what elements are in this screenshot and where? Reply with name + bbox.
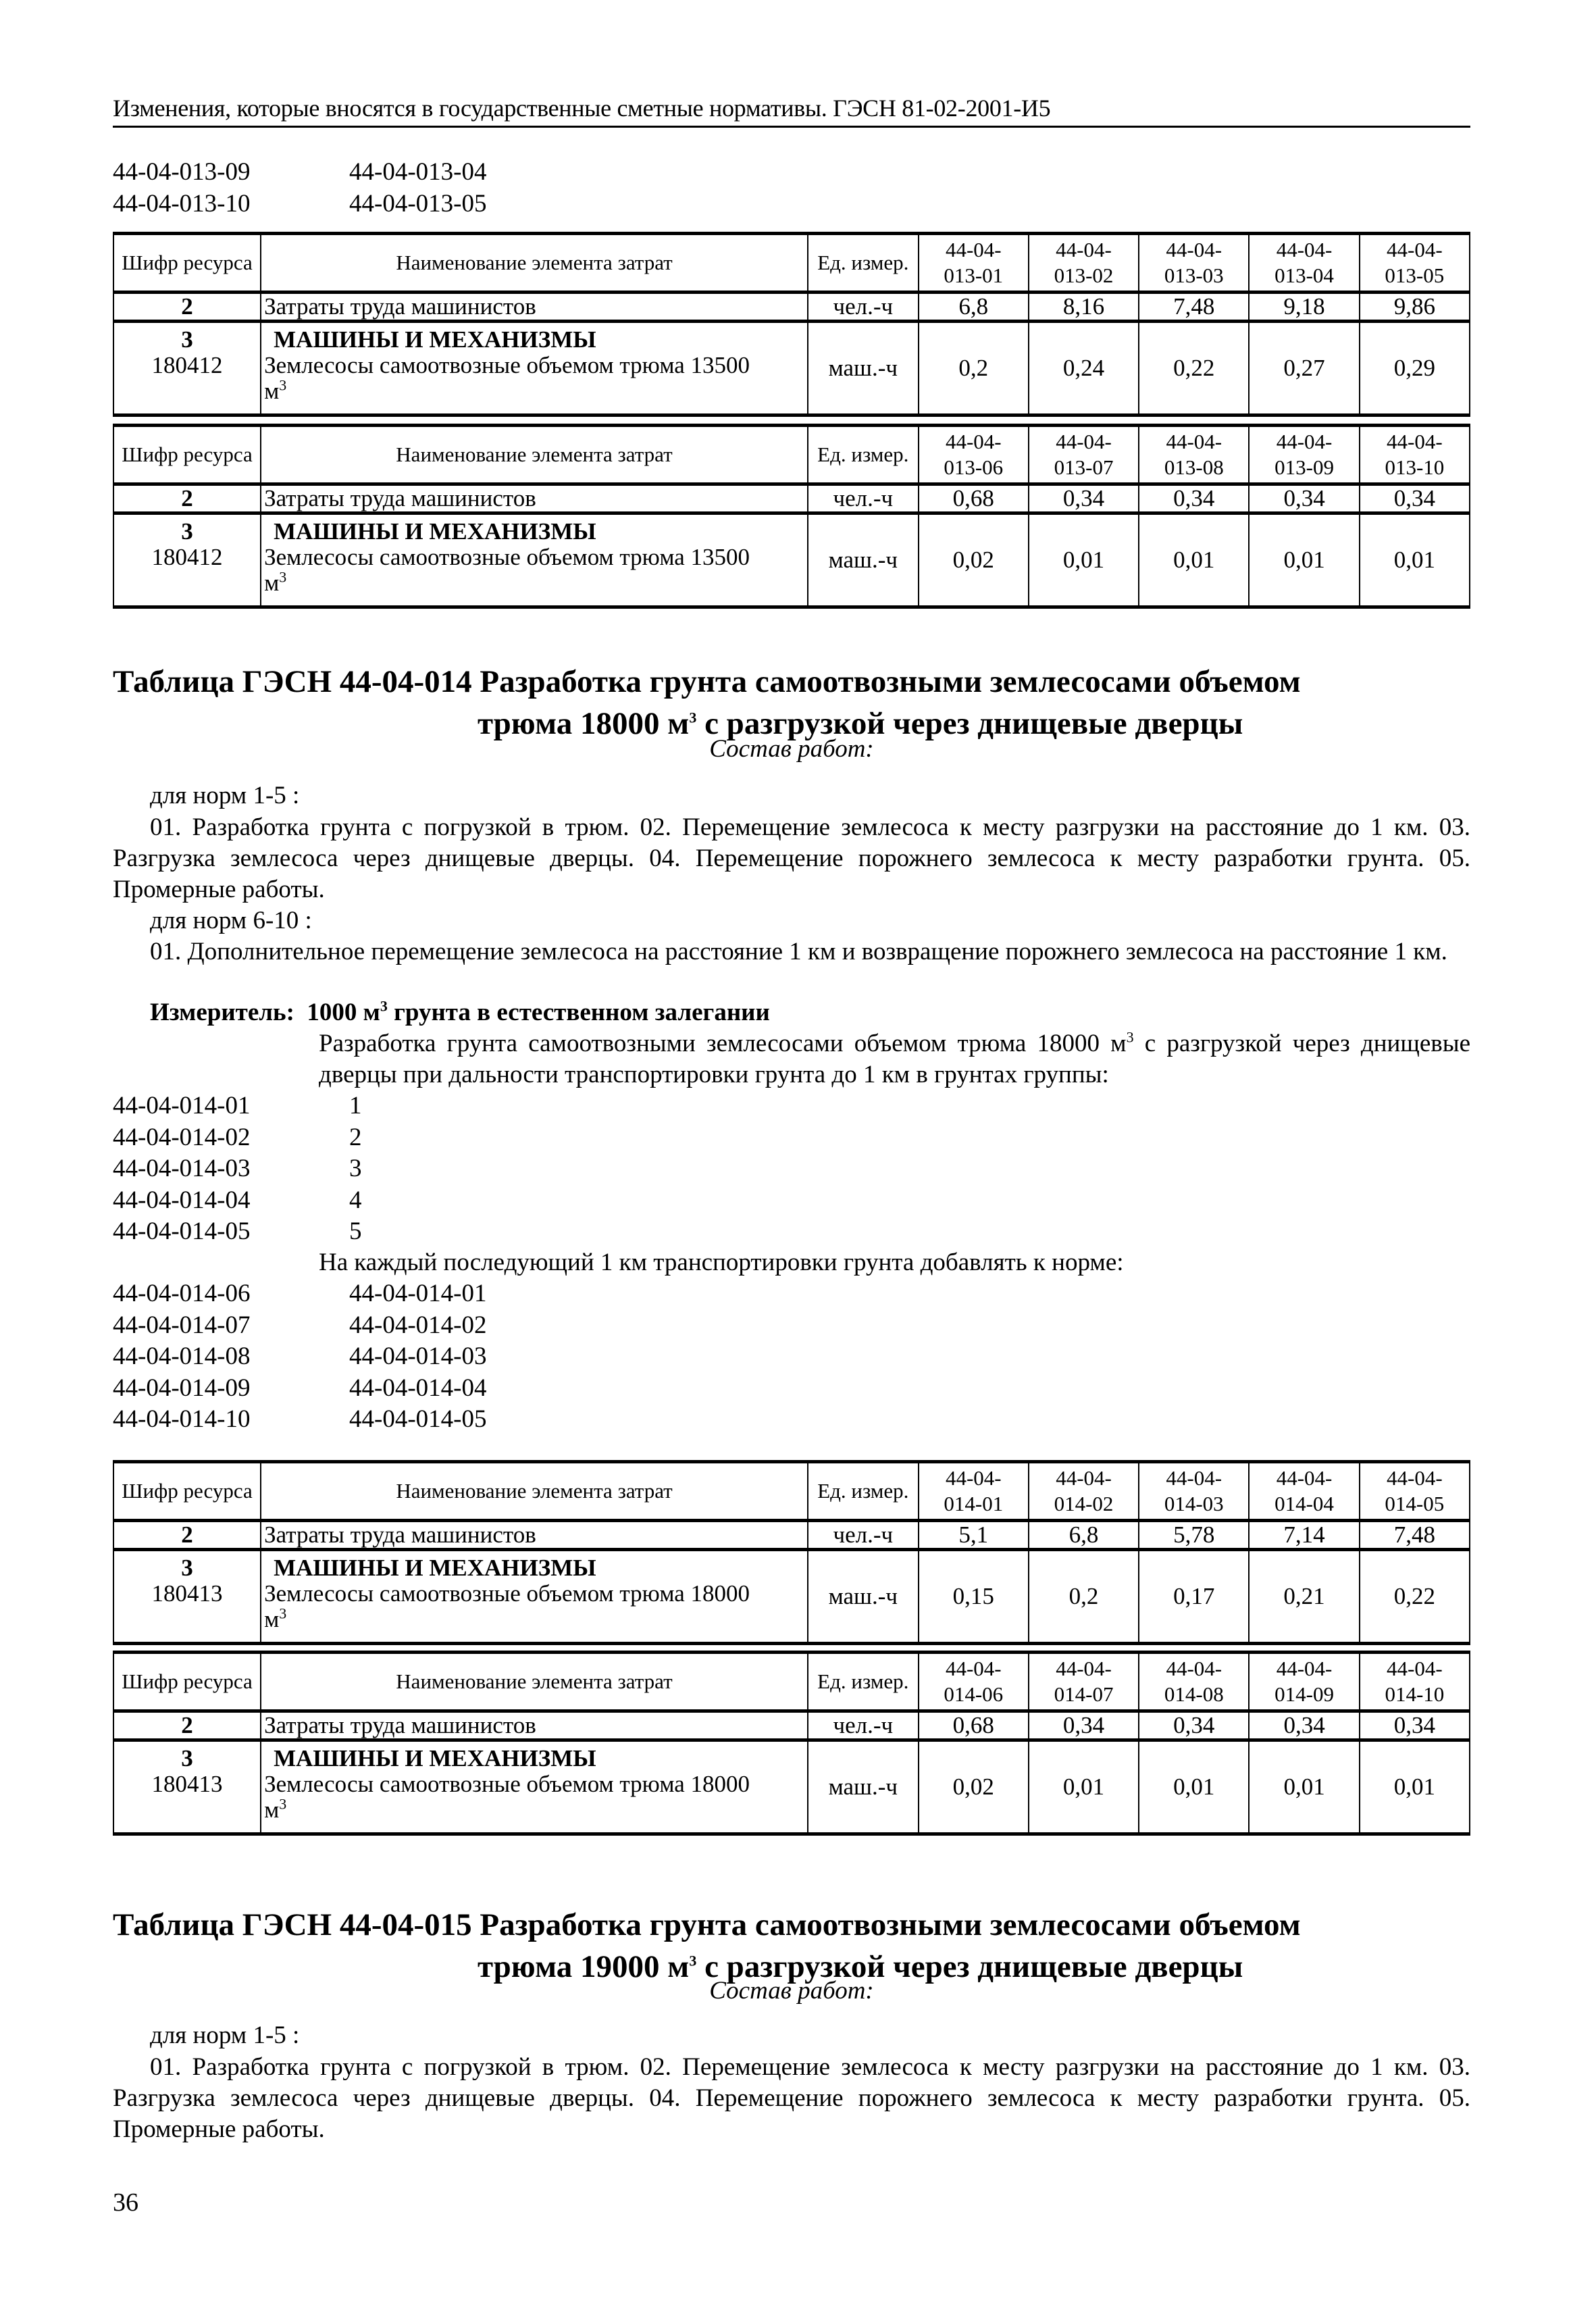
norm-code: 44-04-013-10: [113, 189, 251, 218]
section-code: 3: [181, 1555, 193, 1581]
superscript: 3: [689, 709, 697, 726]
header-norm-code: [1360, 426, 1470, 484]
additional-row: [113, 1278, 486, 1310]
header-norm-code: [1360, 1653, 1470, 1711]
header-norm-code: [1249, 1653, 1359, 1711]
header-norm-code: [1029, 426, 1139, 484]
resource-unit: чел.-ч: [808, 293, 919, 322]
resource-unit: маш.-ч: [808, 322, 919, 416]
cell-value: 0,02: [919, 1740, 1029, 1834]
cell-value: 0,21: [1249, 1550, 1359, 1644]
norm-code-part1: 44-04-: [1056, 430, 1112, 453]
group-list: [113, 1090, 362, 1248]
norm-code: 44-04-014-09: [113, 1374, 251, 1402]
page-number: 36: [113, 2188, 138, 2217]
norm-code-part2: 014-01: [944, 1492, 1004, 1515]
table-row-machines: [113, 1740, 1470, 1834]
cell-value: 0,34: [1029, 484, 1139, 513]
norm-code: 44-04-014-03: [113, 1155, 251, 1182]
cell-value: 0,34: [1249, 1711, 1359, 1740]
norm-code-part1: 44-04-: [1056, 238, 1112, 261]
cell-value: 0,01: [1360, 1740, 1470, 1834]
resource-unit: чел.-ч: [808, 1521, 919, 1550]
resource-code-cell: [113, 1740, 261, 1834]
header-norm-code: [1249, 234, 1359, 293]
header-norm-code: [1139, 1653, 1249, 1711]
cell-value: 9,86: [1360, 293, 1470, 322]
table-row-machines: [113, 322, 1470, 416]
header-norm-code: [1249, 1462, 1359, 1521]
norm-code-part2: 013-01: [944, 263, 1004, 287]
cell-value: 0,15: [919, 1550, 1029, 1644]
cell-value: 0,68: [919, 1711, 1029, 1740]
section-code: 3: [181, 326, 193, 353]
norm-code-part2: 014-05: [1385, 1492, 1445, 1515]
cell-value: 0,22: [1360, 1550, 1470, 1644]
cell-value: 0,2: [1029, 1550, 1139, 1644]
header-name: Наименование элемента затрат: [261, 1462, 808, 1521]
section-name: МАШИНЫ И МЕХАНИЗМЫ: [274, 1745, 596, 1771]
norm-ref: 44-04-013-05: [349, 189, 487, 218]
table-header-row: [113, 1462, 1470, 1521]
group-row: [113, 1216, 362, 1248]
norm-code-part1: 44-04-: [1387, 1466, 1443, 1490]
header-norm-code: [1029, 1462, 1139, 1521]
resource-name: Землесосы самоотвозные объемом трюма 13500: [264, 352, 750, 378]
header-code: Шифр ресурса: [113, 426, 261, 484]
norm-code-part2: 014-04: [1275, 1492, 1334, 1515]
resource-name-unit: м: [264, 1606, 280, 1632]
norms-6-10-text: 01. Дополнительное перемещение землесоса на расстояние 1 км и возвращение порожнего землесоса на расстояние 1 км.: [150, 938, 1447, 965]
superscript: 3: [279, 1795, 287, 1813]
norm-ref: 44-04-014-01: [349, 1280, 487, 1307]
norm-code-part1: 44-04-: [945, 238, 1002, 261]
norm-code-part1: 44-04-: [1276, 238, 1333, 261]
cell-value: 9,18: [1249, 293, 1359, 322]
norm-ref: 44-04-014-04: [349, 1374, 487, 1402]
cell-value: 0,34: [1139, 484, 1249, 513]
meter-value-b: грунта в естественном залегании: [387, 999, 770, 1026]
group-row: [113, 1185, 362, 1217]
norm-code-part1: 44-04-: [1387, 238, 1443, 261]
resource-name: Затраты труда машинистов: [261, 1521, 808, 1550]
superscript: 3: [380, 997, 388, 1015]
cell-value: 0,01: [1029, 513, 1139, 607]
section-code: 3: [181, 1745, 193, 1771]
norm-code-part1: 44-04-: [1276, 1657, 1333, 1680]
cell-value: 0,01: [1249, 1740, 1359, 1834]
superscript: 3: [279, 568, 287, 586]
section-title-line1: Таблица ГЭСН 44-04-014 Разработка грунта самоотвозными землесосами объемом: [113, 664, 1301, 699]
norm-ref: 44-04-014-05: [349, 1405, 487, 1433]
additional-row: [113, 1404, 486, 1436]
norm-code-part1: 44-04-: [1387, 1657, 1443, 1680]
norm-code-part2: 014-09: [1275, 1682, 1334, 1706]
norms-1-5-label: для норм 1-5 :: [150, 782, 300, 809]
resource-code: 2: [113, 293, 261, 322]
resource-name: Затраты труда машинистов: [261, 293, 808, 322]
section-title-line2b: с разгрузкой через днищевые дверцы: [696, 706, 1243, 741]
norm-code-part2: 013-03: [1164, 263, 1224, 287]
header-norm-code: [919, 234, 1029, 293]
norm-code: 44-04-014-08: [113, 1342, 251, 1370]
resource-name: Затраты труда машинистов: [261, 1711, 808, 1740]
norms-1-5-text: 01. Разработка грунта с погрузкой в трюм. 02. Перемещение землесоса к месту разгрузки на расстояние до 1 км. 03. Разгрузка землесоса через днищевые дверцы. 04. Перемещение порожнего землесоса к месту разработки грунта. 05. Промерные работы.: [113, 813, 1470, 903]
cell-value: 0,34: [1360, 484, 1470, 513]
resource-unit: чел.-ч: [808, 1711, 919, 1740]
norm-table-013-06-10: [113, 424, 1470, 609]
meter-value-a: 1000 м: [307, 999, 380, 1026]
section-code: 3: [181, 518, 193, 545]
table-row-labor: [113, 293, 1470, 322]
resource-code: 2: [113, 484, 261, 513]
intro-text: [319, 1028, 1470, 1090]
resource-code: 180412: [151, 352, 223, 378]
resource-code: 180413: [151, 1580, 223, 1607]
carryover-ref-list: [113, 157, 486, 220]
cell-value: 0,22: [1139, 322, 1249, 416]
resource-code: 180412: [151, 544, 223, 570]
cell-value: 6,8: [919, 293, 1029, 322]
header-norm-code: [919, 1462, 1029, 1521]
resource-code: 2: [113, 1711, 261, 1740]
norm-code: 44-04-014-01: [113, 1092, 251, 1120]
header-unit: Ед. измер.: [808, 426, 919, 484]
norm-code-part2: 014-10: [1385, 1682, 1445, 1706]
additional-list: [113, 1278, 486, 1436]
norm-code: 44-04-014-10: [113, 1405, 251, 1433]
norm-code-part2: 014-06: [944, 1682, 1004, 1706]
header-name: Наименование элемента затрат: [261, 1653, 808, 1711]
work-composition-label: Состав работ:: [709, 735, 874, 763]
superscript: 3: [279, 376, 287, 394]
cell-value: 0,02: [919, 513, 1029, 607]
header-norm-code: [1139, 426, 1249, 484]
header-norm-code: [1360, 234, 1470, 293]
resource-code: 180413: [151, 1771, 223, 1797]
norm-code-part2: 013-07: [1054, 455, 1114, 479]
norm-code-part2: 013-02: [1054, 263, 1114, 287]
group-row: [113, 1090, 362, 1122]
header-code: Шифр ресурса: [113, 1653, 261, 1711]
table-row-machines: [113, 1550, 1470, 1644]
cell-value: 0,34: [1029, 1711, 1139, 1740]
superscript: 3: [689, 1952, 697, 1969]
resource-name-cell: [261, 1550, 808, 1644]
group-value: 2: [349, 1123, 362, 1151]
additional-label: На каждый последующий 1 км транспортировки грунта добавлять к норме:: [319, 1249, 1124, 1276]
norm-code-part2: 013-06: [944, 455, 1004, 479]
header-norm-code: [1249, 426, 1359, 484]
norm-ref: 44-04-014-03: [349, 1342, 487, 1370]
cell-value: 7,48: [1139, 293, 1249, 322]
norm-code: 44-04-014-05: [113, 1217, 251, 1245]
additional-row: [113, 1341, 486, 1373]
group-row: [113, 1153, 362, 1185]
cell-value: 0,01: [1139, 1740, 1249, 1834]
cell-value: 0,34: [1360, 1711, 1470, 1740]
norm-code-part1: 44-04-: [945, 1657, 1002, 1680]
norm-code-part1: 44-04-: [945, 1466, 1002, 1490]
norm-table-013-01-05: [113, 232, 1470, 417]
header-code: Шифр ресурса: [113, 1462, 261, 1521]
meter-line: [113, 997, 1508, 1028]
table-header-row: [113, 1653, 1470, 1711]
resource-name-unit: м: [264, 570, 280, 596]
table-row-labor: [113, 1521, 1470, 1550]
intro-text-b: с разгрузкой через днищевые дверцы при дальности транспортировки грунта до 1 км в грунтах группы:: [319, 1030, 1470, 1088]
cell-value: 0,2: [919, 322, 1029, 416]
resource-code-cell: [113, 322, 261, 416]
norm-code-part1: 44-04-: [945, 430, 1002, 453]
cell-value: 0,68: [919, 484, 1029, 513]
norms-6-10-label: для норм 6-10 :: [150, 907, 312, 934]
resource-name-unit: м: [264, 378, 280, 404]
cell-value: 0,01: [1249, 513, 1359, 607]
section-title-line2b: с разгрузкой через днищевые дверцы: [696, 1949, 1243, 1984]
table-row-machines: [113, 513, 1470, 607]
norm-code-part2: 014-08: [1164, 1682, 1224, 1706]
norm-code-part2: 014-03: [1164, 1492, 1224, 1515]
running-header: Изменения, которые вносятся в государственные сметные нормативы. ГЭСН 81-02-2001-И5: [113, 93, 1470, 128]
section-title-014: [113, 661, 1470, 745]
resource-name: Землесосы самоотвозные объемом трюма 18000: [264, 1580, 750, 1607]
header-unit: Ед. измер.: [808, 234, 919, 293]
cell-value: 0,01: [1029, 1740, 1139, 1834]
table-header-row: [113, 426, 1470, 484]
header-norm-code: [919, 1653, 1029, 1711]
norm-code: 44-04-014-04: [113, 1186, 251, 1214]
norm-code-part1: 44-04-: [1166, 1466, 1222, 1490]
norm-code-part1: 44-04-: [1387, 430, 1443, 453]
norm-code: 44-04-013-09: [113, 158, 251, 186]
cell-value: 7,48: [1360, 1521, 1470, 1550]
section-name: МАШИНЫ И МЕХАНИЗМЫ: [274, 518, 596, 545]
group-value: 4: [349, 1186, 362, 1214]
norm-code-part2: 013-05: [1385, 263, 1445, 287]
norm-code: 44-04-014-02: [113, 1123, 251, 1151]
resource-name-cell: [261, 513, 808, 607]
norm-code-part2: 013-10: [1385, 455, 1445, 479]
header-unit: Ед. измер.: [808, 1653, 919, 1711]
section-title-line2a: трюма 19000 м: [478, 1949, 690, 1984]
work-composition-label: Состав работ:: [709, 1977, 874, 2005]
cell-value: 7,14: [1249, 1521, 1359, 1550]
additional-row: [113, 1373, 486, 1405]
norm-code-part2: 013-09: [1275, 455, 1334, 479]
resource-name: Затраты труда машинистов: [261, 484, 808, 513]
cell-value: 0,29: [1360, 322, 1470, 416]
norm-table-014-06-10: [113, 1651, 1470, 1836]
cell-value: 0,24: [1029, 322, 1139, 416]
norm-code-part2: 014-02: [1054, 1492, 1114, 1515]
norm-code-part1: 44-04-: [1056, 1657, 1112, 1680]
header-name: Наименование элемента затрат: [261, 234, 808, 293]
resource-code-cell: [113, 513, 261, 607]
superscript: 3: [1126, 1028, 1134, 1046]
norm-code-part1: 44-04-: [1166, 238, 1222, 261]
resource-unit: маш.-ч: [808, 1740, 919, 1834]
header-norm-code: [1360, 1462, 1470, 1521]
norm-table-014-01-05: [113, 1460, 1470, 1645]
meter-label: Измеритель:: [150, 999, 294, 1026]
cell-value: 8,16: [1029, 293, 1139, 322]
resource-unit: маш.-ч: [808, 1550, 919, 1644]
norm-code-part1: 44-04-: [1276, 430, 1333, 453]
cell-value: 6,8: [1029, 1521, 1139, 1550]
ref-row: [113, 157, 486, 188]
section-title-line2a: трюма 18000 м: [478, 706, 690, 741]
header-norm-code: [1139, 234, 1249, 293]
cell-value: 0,17: [1139, 1550, 1249, 1644]
section-title-line1: Таблица ГЭСН 44-04-015 Разработка грунта самоотвозными землесосами объемом: [113, 1907, 1301, 1942]
norms-1-5-text: 01. Разработка грунта с погрузкой в трюм. 02. Перемещение землесоса к месту разгрузки на расстояние до 1 км. 03. Разгрузка землесоса через днищевые дверцы. 04. Перемещение порожнего землесоса к месту разработки грунта. 05. Промерные работы.: [113, 2053, 1470, 2143]
cell-value: 0,34: [1139, 1711, 1249, 1740]
header-norm-code: [1029, 1653, 1139, 1711]
cell-value: 5,78: [1139, 1521, 1249, 1550]
resource-name-unit: м: [264, 1796, 280, 1823]
table-row-labor: [113, 1711, 1470, 1740]
table-header-row: [113, 234, 1470, 293]
header-norm-code: [1029, 234, 1139, 293]
section-name: МАШИНЫ И МЕХАНИЗМЫ: [274, 326, 596, 353]
resource-unit: маш.-ч: [808, 513, 919, 607]
resource-code-cell: [113, 1550, 261, 1644]
resource-name: Землесосы самоотвозные объемом трюма 18000: [264, 1771, 750, 1797]
header-norm-code: [1139, 1462, 1249, 1521]
cell-value: 5,1: [919, 1521, 1029, 1550]
resource-name-cell: [261, 322, 808, 416]
norm-code-part1: 44-04-: [1166, 1657, 1222, 1680]
norm-ref: 44-04-014-02: [349, 1311, 487, 1339]
norm-code-part2: 013-08: [1164, 455, 1224, 479]
norm-code-part1: 44-04-: [1056, 1466, 1112, 1490]
norm-code: 44-04-014-07: [113, 1311, 251, 1339]
norm-code-part2: 013-04: [1275, 263, 1334, 287]
additional-row: [113, 1310, 486, 1342]
section-title-015: [113, 1904, 1470, 1988]
group-value: 5: [349, 1217, 362, 1245]
norm-code-part2: 014-07: [1054, 1682, 1114, 1706]
header-code: Шифр ресурса: [113, 234, 261, 293]
cell-value: 0,27: [1249, 322, 1359, 416]
cell-value: 0,01: [1360, 513, 1470, 607]
group-value: 3: [349, 1155, 362, 1182]
ref-row: [113, 188, 486, 220]
intro-text-a: Разработка грунта самоотвозными землесосами объемом трюма 18000 м: [319, 1030, 1127, 1057]
resource-name: Землесосы самоотвозные объемом трюма 13500: [264, 544, 750, 570]
group-row: [113, 1122, 362, 1154]
header-name: Наименование элемента затрат: [261, 426, 808, 484]
resource-name-cell: [261, 1740, 808, 1834]
resource-unit: чел.-ч: [808, 484, 919, 513]
norms-1-5-label: для норм 1-5 :: [150, 2021, 300, 2049]
header-unit: Ед. измер.: [808, 1462, 919, 1521]
superscript: 3: [279, 1605, 287, 1622]
norm-code-part1: 44-04-: [1276, 1466, 1333, 1490]
table-row-labor: [113, 484, 1470, 513]
cell-value: 0,34: [1249, 484, 1359, 513]
norm-ref: 44-04-013-04: [349, 158, 487, 186]
cell-value: 0,01: [1139, 513, 1249, 607]
header-norm-code: [919, 426, 1029, 484]
section-name: МАШИНЫ И МЕХАНИЗМЫ: [274, 1555, 596, 1581]
group-value: 1: [349, 1092, 362, 1120]
resource-code: 2: [113, 1521, 261, 1550]
norm-code: 44-04-014-06: [113, 1280, 251, 1307]
norm-code-part1: 44-04-: [1166, 430, 1222, 453]
